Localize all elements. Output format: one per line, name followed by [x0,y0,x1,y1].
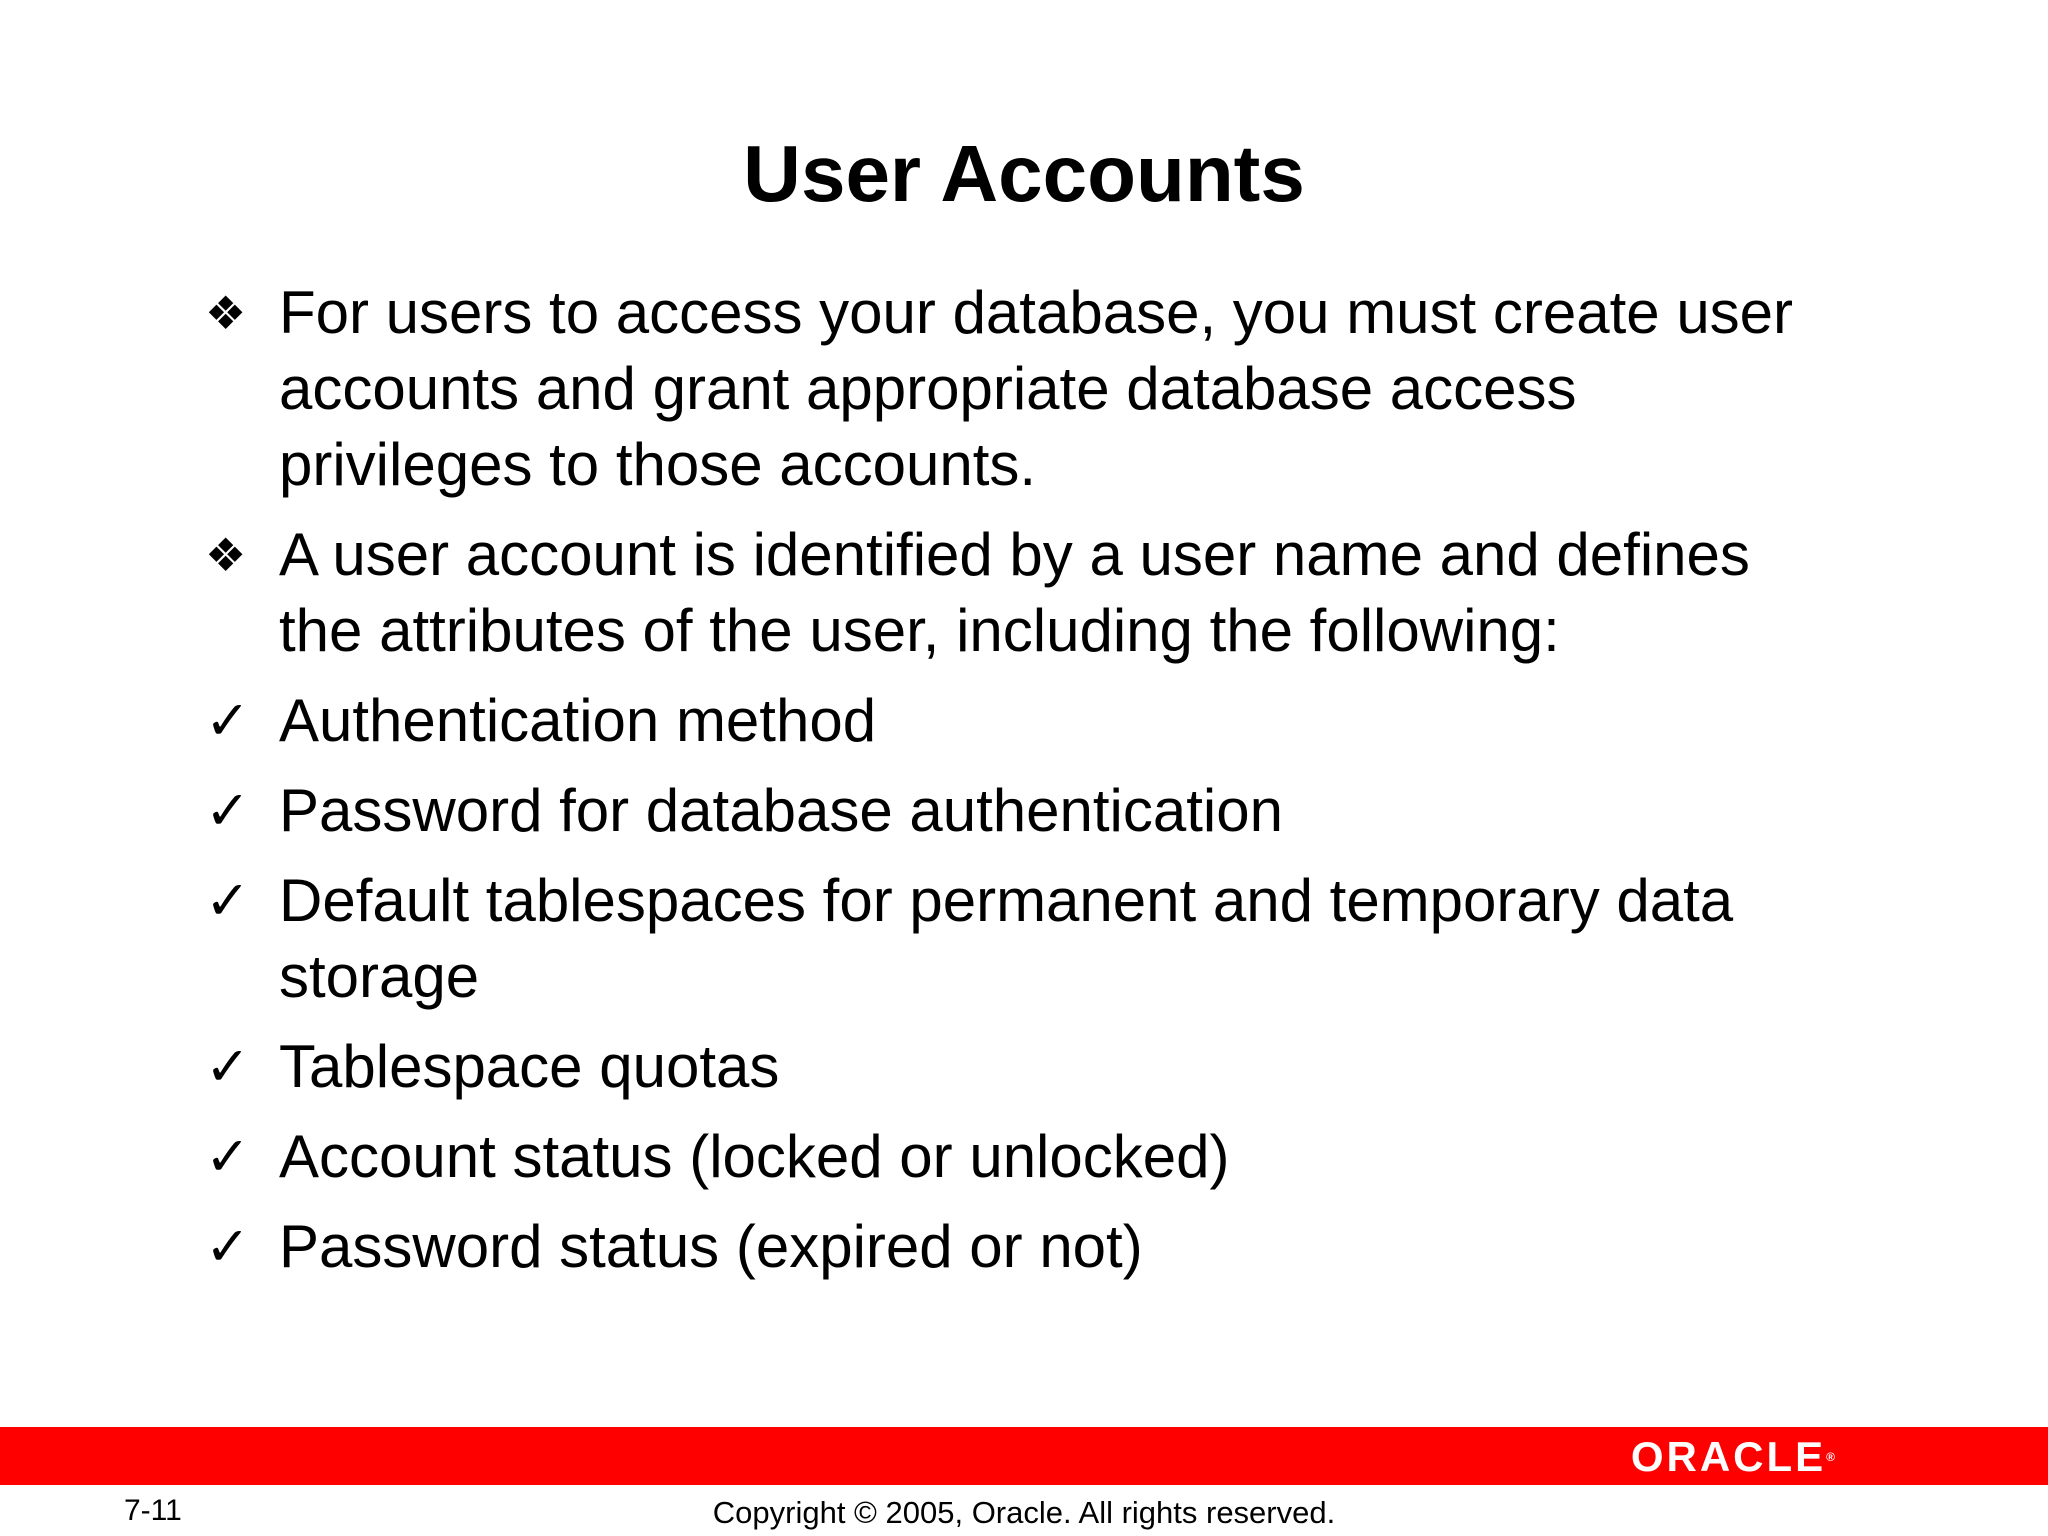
checkmark-icon: ✓ [205,1037,251,1097]
checkmark-icon: ✓ [205,871,251,931]
page-number: 7-11 [124,1494,182,1527]
diamond-bullet-icon: ❖ [205,287,247,339]
bullet-item [205,1029,1845,1105]
bullet-text: A user account is identified by a user name and defines the attributes of the user, including the following: [279,521,1750,664]
bullet-item [205,1209,1845,1285]
checkmark-icon: ✓ [205,1217,251,1277]
slide-title: User Accounts [743,129,1305,218]
copyright-text: Copyright © 2005, Oracle. All rights reserved. [712,1495,1336,1530]
checkmark-icon: ✓ [205,781,251,841]
oracle-logo: ORACLE® [1630,1433,1835,1480]
bullet-text: Authentication method [279,687,877,754]
bullet-item [205,863,1845,1015]
bullet-text: Default tablespaces for permanent and temporary data storage [279,867,1734,1010]
bullet-text: Password status (expired or not) [279,1213,1143,1280]
bullet-text: Password for database authentication [279,777,1283,844]
oracle-logo-text: ORACLE [1630,1433,1827,1480]
bullet-list [205,275,1845,1299]
bullet-item [205,683,1845,759]
bullet-text: For users to access your database, you must create user accounts and grant appropriate database access privileges to those accounts. [279,279,1794,498]
bullet-item [205,517,1845,669]
diamond-bullet-icon: ❖ [205,529,247,581]
checkmark-icon: ✓ [205,691,251,751]
bullet-item [205,1119,1845,1195]
bullet-item [205,275,1845,503]
bullet-text: Tablespace quotas [279,1033,780,1100]
bullet-item [205,773,1845,849]
checkmark-icon: ✓ [205,1127,251,1187]
bullet-text: Account status (locked or unlocked) [279,1123,1230,1190]
